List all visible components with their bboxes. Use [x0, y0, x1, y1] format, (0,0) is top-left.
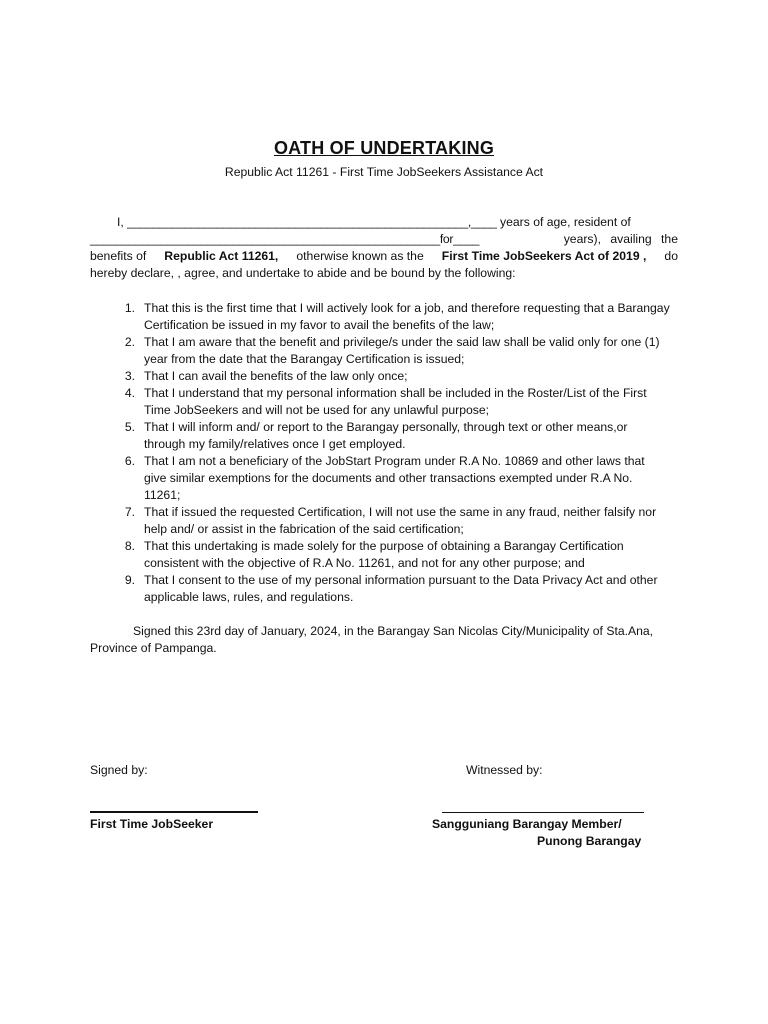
intro-act-bold: First Time JobSeekers Act of 2019 , — [441, 249, 647, 263]
witnessed-by-label: Witnessed by: — [466, 763, 543, 777]
signed-by-label: Signed by: — [90, 763, 148, 777]
witness-title-line-1: Sangguniang Barangay Member/ — [432, 817, 622, 831]
name-blank: _____________________________________________________,____ — [127, 215, 497, 229]
list-item: 2. That I am aware that the benefit and privilege/s under the said law shall be valid only for one (1) year from the date that the Barangay Certification is issued; — [124, 335, 660, 366]
intro-paragraph — [90, 214, 678, 282]
jobseeker-title: First Time JobSeeker — [90, 817, 214, 831]
intro-line-1 — [90, 214, 678, 231]
witness-signature-line — [442, 812, 644, 813]
age-label: years of age, resident of — [500, 215, 631, 229]
list-item: 7. That if issued the requested Certification, I will not use the same in any fraud, neither falsify nor help and/ or assist in the fabrication of the said certification; — [124, 505, 657, 536]
list-item: 8. That this undertaking is made solely for the purpose of obtaining a Barangay Certification consistent with the objective of R.A No. 11261, and not for any other purpose; and — [124, 539, 624, 570]
intro-benefits-of: benefits of — [90, 249, 147, 263]
list-item: 9. That I consent to the use of my personal information pursuant to the Data Privacy Act and other applicable laws, rules, and regulations. — [124, 573, 658, 604]
witness-title-line-2: Punong Barangay — [537, 834, 642, 848]
list-item: 5. That I will inform and/ or report to the Barangay personally, through text or other means,or through my family/relatives once I get employed. — [124, 420, 628, 451]
intro-line-4: hereby declare, , agree, and undertake to abide and be bound by the following: — [90, 266, 516, 280]
list-item: 3. That I can avail the benefits of the law only once; — [124, 369, 408, 383]
intro-known-as: otherwise known as the — [296, 249, 424, 263]
intro-line-3 — [90, 248, 678, 265]
intro-line-2 — [90, 231, 678, 248]
signed-statement-line-2: Province of Pampanga. — [90, 641, 217, 655]
list-item: 6. That I am not a beneficiary of the JobStart Program under R.A No. 10869 and other laws that give similar exemptions for the documents and other transactions exempted under R.A No. 11261; — [124, 454, 645, 502]
list-item: 4. That I understand that my personal information shall be included in the Roster/List of the First Time JobSeekers and will not be used for any unlawful purpose; — [124, 386, 647, 417]
residence-blank: ______________________________________________________for____ — [90, 232, 480, 246]
list-item: 1. That this is the first time that I will actively look for a job, and therefore requesting that a Barangay Certification be issued in my favor to avail the benefits of the law; — [124, 301, 670, 332]
jobseeker-signature-line — [90, 811, 258, 813]
document-title: OATH OF UNDERTAKING — [273, 138, 495, 158]
undertaking-list — [90, 300, 682, 606]
residence-label: years), availing the — [563, 232, 678, 246]
intro-do: do — [664, 249, 678, 263]
intro-ra-bold: Republic Act 11261, — [164, 249, 279, 263]
intro-i: I, — [117, 215, 124, 229]
document-subtitle: Republic Act 11261 - First Time JobSeekers Assistance Act — [224, 165, 544, 179]
signed-statement — [90, 623, 690, 657]
signed-statement-line-1: Signed this 23rd day of January, 2024, in the Barangay San Nicolas City/Municipality of Sta.Ana, — [133, 624, 654, 638]
